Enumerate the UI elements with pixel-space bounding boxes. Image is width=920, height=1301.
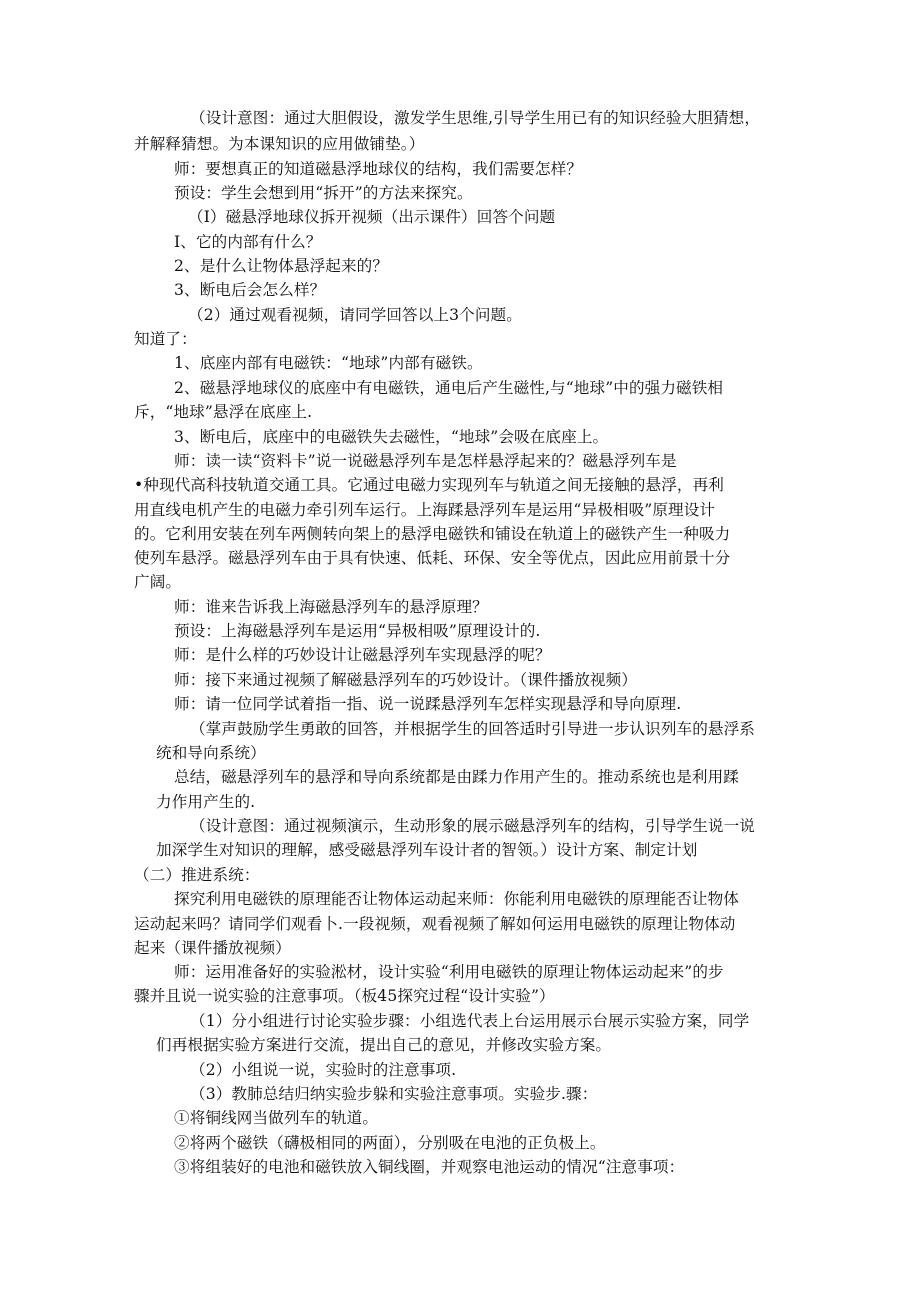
text-line: 用直线电机产生的电磁力牵引列车运行。上海蹂悬浮列车是运用“异极相吸”原理设计 [134, 501, 716, 519]
text-line: 统和导向系统） [156, 744, 266, 762]
text-line: 师：运用准备好的实验淞材，设计实验“利用电磁铁的原理让物体运动起来”的步 [174, 963, 724, 981]
text-line: 师：接下来通过视频了解磁悬浮列车的巧妙设计。（课件播放视频） [174, 671, 638, 689]
text-line: （1）分小组进行讨论实验步骤：小组选代表上台运用展示台展示实验方案，同学 [190, 1012, 750, 1030]
text-line: （2）通过观看视频，请同学回答以上3个问题。 [188, 306, 522, 324]
text-line: 预设：学生会想到用“拆开”的方法来探究。 [174, 184, 473, 202]
text-line: •种现代高科技轨道交通工具。它通过电磁力实现列车与轨道之间无接触的悬浮，再利 [134, 476, 724, 494]
text-line: （2）小组说一说，实验时的注意事项. [190, 1061, 457, 1079]
text-line: I、它的内部有什么？ [174, 233, 322, 251]
text-line: 2、磁悬浮地球仪的底座中有电磁铁，通电后产生磁性,与“地球”中的强力磁铁相 [174, 379, 724, 397]
text-line: ①将铜线网当做列车的轨道。 [174, 1109, 379, 1127]
text-line: 师：要想真正的知道磁悬浮地球仪的结构，我们需要怎样？ [174, 160, 583, 178]
text-line: 广阔。 [134, 573, 182, 591]
text-line: 探究利用电磁铁的原理能否让物体运动起来师：你能利用电磁铁的原理能否让物体 [174, 890, 739, 908]
text-line: 3、断电后会怎么样？ [174, 281, 326, 299]
text-line: 师：读一读“资料卡”说一说磁悬浮列车是怎样悬浮起来的？磁悬浮列车是 [174, 452, 677, 470]
text-line: 使列车悬浮。磁悬浮列车由于具有快速、低耗、环保、安全等优点，因此应用前景十分 [134, 549, 731, 567]
text-line: ③将组装好的电池和磁铁放入铜线圈，并观察电池运动的情况“注意事项： [174, 1158, 685, 1176]
text-line: ②将两个磁铁（礴极相同的两面），分别吸在电池的正负极上。 [174, 1134, 606, 1152]
text-line: 斥，“地球”悬浮在底座上. [134, 403, 313, 421]
text-line: 预设：上海磁悬浮列车是运用“异极相吸”原理设计的. [174, 622, 541, 640]
text-line: （I）磁悬浮地球仪拆开视频（出示课件）回答个问题 [188, 208, 556, 226]
text-line: （设计意图：通过大胆假设，激发学生思维,引导学生用已有的知识经验大胆猜想， [190, 109, 761, 127]
text-line: 师：是什么样的巧妙设计让磁悬浮列车实现悬浮的呢？ [174, 646, 551, 664]
text-line: 运动起来吗？请同学们观看卜.一段视频，观看视频了解如何运用电磁铁的原理让物体动 [134, 915, 736, 933]
text-line: 骤并且说一说实验的注意事项。（板45探究过程“设计实验”） [134, 987, 555, 1005]
text-line: 力作用产生的. [156, 793, 256, 811]
text-line: 知道了： [134, 330, 197, 348]
text-line: 总结，磁悬浮列车的悬浮和导向系统都是由蹂力作用产生的。推动系统也是利用蹂 [174, 768, 739, 786]
text-line: 师：谁来告诉我上海磁悬浮列车的悬浮原理？ [174, 598, 488, 616]
text-line: 们再根据实验方案进行交流，提出自己的意见，并修改实验方案。 [156, 1036, 612, 1054]
text-line: 起来（课件播放视频） [134, 939, 291, 957]
text-line: （3）教肺总结归纳实验步躲和实验注意事项。实验步.骤： [190, 1085, 598, 1103]
text-line: 的。它利用安装在列车两侧转向架上的悬浮电磁铁和铺设在轨道上的磁铁产生一种吸力 [134, 525, 731, 543]
text-line: 2、是什么让物体悬浮起来的？ [174, 257, 389, 275]
text-line: （掌声鼓励学生勇敢的回答，并根据学生的回答适时引导进一步认识列车的悬浮系 [190, 720, 755, 738]
text-line: 加深学生对知识的理解，感受磁悬浮列车设计者的智领。）设计方案、制定计划 [156, 841, 698, 859]
text-line: 1、底座内部有电磁铁：“地球”内部有磁铁。 [174, 354, 483, 372]
text-line: 3、断电后，底座中的电磁铁失去磁性，“地球”会吸在底座上。 [174, 428, 609, 446]
text-line: （二）推进系统： [134, 866, 260, 884]
text-line: 师：请一位同学试着指一指、说一说蹂悬浮列车怎样实现悬浮和导向原理. [174, 695, 682, 713]
text-line: 并解释猜想。为本课知识的应用做铺垫。） [134, 135, 425, 153]
text-line: （设计意图：通过视频演示，生动形象的展示磁悬浮列车的结构，引导学生说一说 [190, 817, 755, 835]
